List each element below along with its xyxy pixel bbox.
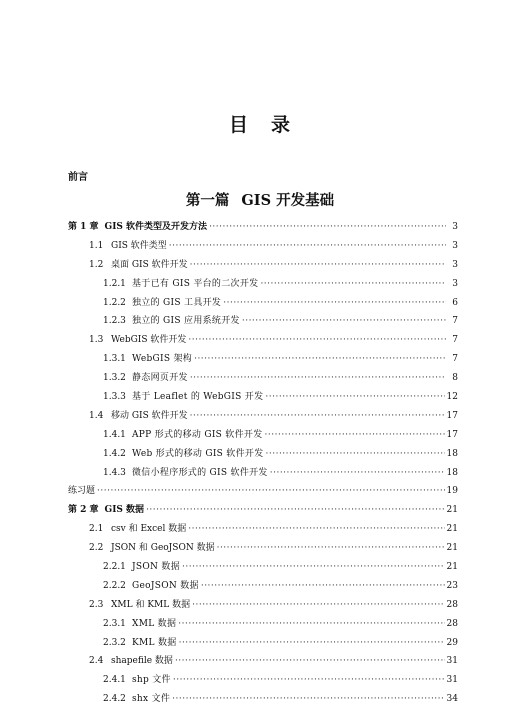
toc-entry: [68, 426, 458, 445]
toc-leader-dots: [188, 331, 446, 350]
toc-leader-dots: [188, 520, 444, 539]
toc-entry: [68, 520, 458, 539]
toc-entry: [68, 690, 458, 709]
toc-entry-page: 28: [446, 599, 458, 610]
preface-heading: 前言: [68, 172, 88, 183]
toc-entry-title: 桌面 GIS 软件开发: [111, 259, 188, 270]
toc-leader-dots: [265, 388, 444, 407]
toc-entry: [68, 331, 458, 350]
toc-entry-page: 17: [446, 410, 458, 421]
toc-leader-dots: [172, 690, 444, 709]
toc-entry-page: 18: [446, 467, 458, 478]
toc-entry-page: 18: [446, 448, 458, 459]
toc-entry-number: 2.2.2: [103, 580, 126, 591]
toc-entry-title: XML 数据: [132, 618, 177, 629]
part-title: [0, 189, 520, 210]
toc-leader-dots: [270, 464, 445, 483]
toc-entry: [68, 464, 458, 483]
toc-entry-title: shp 文件: [132, 675, 171, 686]
toc-entry-number: 1.2.1: [103, 278, 126, 289]
toc-leader-dots: [209, 218, 446, 237]
toc-entry-number: 第 2 章: [68, 505, 99, 516]
toc-entry-page: 21: [446, 543, 458, 554]
toc-entry-number: 1.4.1: [103, 429, 126, 440]
toc-entry-number: 2.2.1: [103, 562, 126, 573]
toc-entry-page: 31: [446, 675, 458, 686]
toc-entry-number: 2.4.1: [103, 675, 126, 686]
toc-entry-title: WebGIS 架构: [132, 354, 193, 365]
toc-entry-title: 独立的 GIS 应用系统开发: [132, 316, 240, 327]
toc-leader-dots: [169, 237, 446, 256]
toc-entry: [68, 237, 458, 256]
toc-entry-number: 2.3.2: [103, 637, 126, 648]
toc-entry-title: shapefile 数据: [111, 656, 173, 667]
toc-entry-number: 2.3: [89, 599, 104, 610]
toc-entry-title: JSON 和 GeoJSON 数据: [111, 543, 215, 554]
toc-entry-title: 移动 GIS 软件开发: [111, 410, 188, 421]
toc-entry-number: 第 1 章: [68, 222, 99, 232]
toc-entry-number: 2.4: [89, 656, 104, 667]
part-name: GIS 开发基础: [241, 192, 335, 209]
table-of-contents: [68, 218, 458, 709]
toc-entry-page: 3: [452, 278, 458, 289]
toc-entry-title: 基于 Leaflet 的 WebGIS 开发: [132, 392, 264, 403]
toc-entry: [68, 388, 458, 407]
toc-entry: [68, 634, 458, 653]
toc-entry-page: 31: [446, 656, 458, 667]
toc-entry: [68, 218, 458, 237]
toc-entry-page: 3: [452, 240, 458, 251]
toc-entry-title: csv 和 Excel 数据: [111, 524, 187, 535]
toc-entry-number: 1.1: [89, 240, 104, 251]
toc-leader-dots: [146, 501, 444, 520]
toc-entry-number: 1.3.2: [103, 373, 126, 384]
toc-leader-dots: [97, 482, 445, 501]
toc-entry-title: APP 形式的移动 GIS 软件开发: [132, 429, 263, 440]
toc-entry: [68, 407, 458, 426]
toc-leader-dots: [265, 426, 445, 445]
toc-leader-dots: [190, 256, 446, 275]
toc-entry: [68, 652, 458, 671]
toc-leader-dots: [260, 275, 446, 294]
toc-entry-number: 1.3.1: [103, 354, 126, 365]
toc-entry: [68, 445, 458, 464]
toc-entry-page: 21: [446, 505, 458, 516]
toc-entry: [68, 539, 458, 558]
toc-leader-dots: [217, 539, 445, 558]
toc-entry: [68, 596, 458, 615]
toc-entry: [68, 482, 458, 501]
toc-leader-dots: [242, 312, 446, 331]
page-title-char-1: 目: [228, 114, 249, 136]
toc-entry: [68, 615, 458, 634]
toc-entry-title: GeoJSON 数据: [132, 580, 199, 591]
toc-entry-page: 34: [446, 694, 458, 705]
toc-entry: [68, 369, 458, 388]
toc-entry-title: GIS 软件类型: [111, 240, 167, 251]
toc-entry-page: 12: [446, 392, 458, 403]
toc-entry: [68, 350, 458, 369]
toc-leader-dots: [178, 615, 444, 634]
toc-leader-dots: [266, 445, 445, 464]
toc-entry-title: JSON 数据: [132, 562, 180, 573]
toc-entry-page: 3: [452, 222, 458, 232]
toc-entry-number: 1.2.2: [103, 297, 126, 308]
toc-entry-number: 1.2: [89, 259, 104, 270]
toc-entry-title: 练习题: [68, 486, 96, 497]
toc-entry-page: 17: [446, 429, 458, 440]
toc-leader-dots: [192, 596, 444, 615]
toc-leader-dots: [173, 671, 445, 690]
toc-entry-title: shx 文件: [132, 694, 171, 705]
toc-entry-title: KML 数据: [132, 637, 177, 648]
toc-leader-dots: [190, 369, 446, 388]
toc-entry: [68, 312, 458, 331]
toc-entry-title: GIS 数据: [104, 505, 145, 516]
toc-entry: [68, 275, 458, 294]
toc-entry-title: 微信小程序形式的 GIS 软件开发: [132, 467, 268, 478]
toc-entry-page: 28: [446, 618, 458, 629]
toc-entry-page: 29: [446, 637, 458, 648]
part-label: 第一篇: [185, 192, 230, 209]
page-title-char-2: 录: [271, 114, 292, 136]
toc-entry-page: 23: [446, 580, 458, 591]
toc-entry-title: GIS 软件类型及开发方法: [104, 222, 208, 232]
toc-entry-page: 21: [446, 562, 458, 573]
toc-entry-number: 1.4: [89, 410, 104, 421]
toc-entry-number: 1.4.3: [103, 467, 126, 478]
toc-entry-page: 8: [452, 373, 458, 384]
toc-entry: [68, 558, 458, 577]
page-title: [0, 110, 520, 137]
toc-entry-title: 静态网页开发: [132, 373, 188, 384]
toc-entry-page: 7: [452, 316, 458, 327]
toc-leader-dots: [175, 652, 445, 671]
toc-entry-page: 3: [452, 259, 458, 270]
toc-entry-number: 1.2.3: [103, 316, 126, 327]
toc-entry-number: 2.1: [89, 524, 104, 535]
toc-leader-dots: [182, 558, 445, 577]
toc-entry-number: 2.2: [89, 543, 104, 554]
toc-entry-number: 1.3: [89, 335, 104, 346]
toc-entry-title: 基于已有 GIS 平台的二次开发: [132, 278, 259, 289]
toc-entry-page: 7: [452, 354, 458, 365]
toc-leader-dots: [223, 294, 446, 313]
toc-entry-number: 1.4.2: [103, 448, 126, 459]
toc-entry-page: 6: [452, 297, 458, 308]
toc-entry: [68, 501, 458, 520]
toc-entry: [68, 577, 458, 596]
toc-entry-title: 独立的 GIS 工具开发: [132, 297, 222, 308]
toc-entry-page: 19: [446, 486, 458, 497]
toc-entry-title: WebGIS 软件开发: [111, 335, 187, 346]
toc-leader-dots: [194, 350, 446, 369]
toc-leader-dots: [179, 634, 445, 653]
toc-entry-title: Web 形式的移动 GIS 软件开发: [132, 448, 264, 459]
toc-entry-number: 1.3.3: [103, 392, 126, 403]
toc-leader-dots: [201, 577, 445, 596]
toc-leader-dots: [190, 407, 445, 426]
toc-entry-page: 21: [446, 524, 458, 535]
toc-entry: [68, 294, 458, 313]
toc-entry-number: 2.4.2: [103, 694, 126, 705]
toc-entry-page: 7: [452, 335, 458, 346]
toc-entry: [68, 256, 458, 275]
toc-entry-number: 2.3.1: [103, 618, 126, 629]
toc-entry: [68, 671, 458, 690]
toc-entry-title: XML 和 KML 数据: [111, 599, 191, 610]
